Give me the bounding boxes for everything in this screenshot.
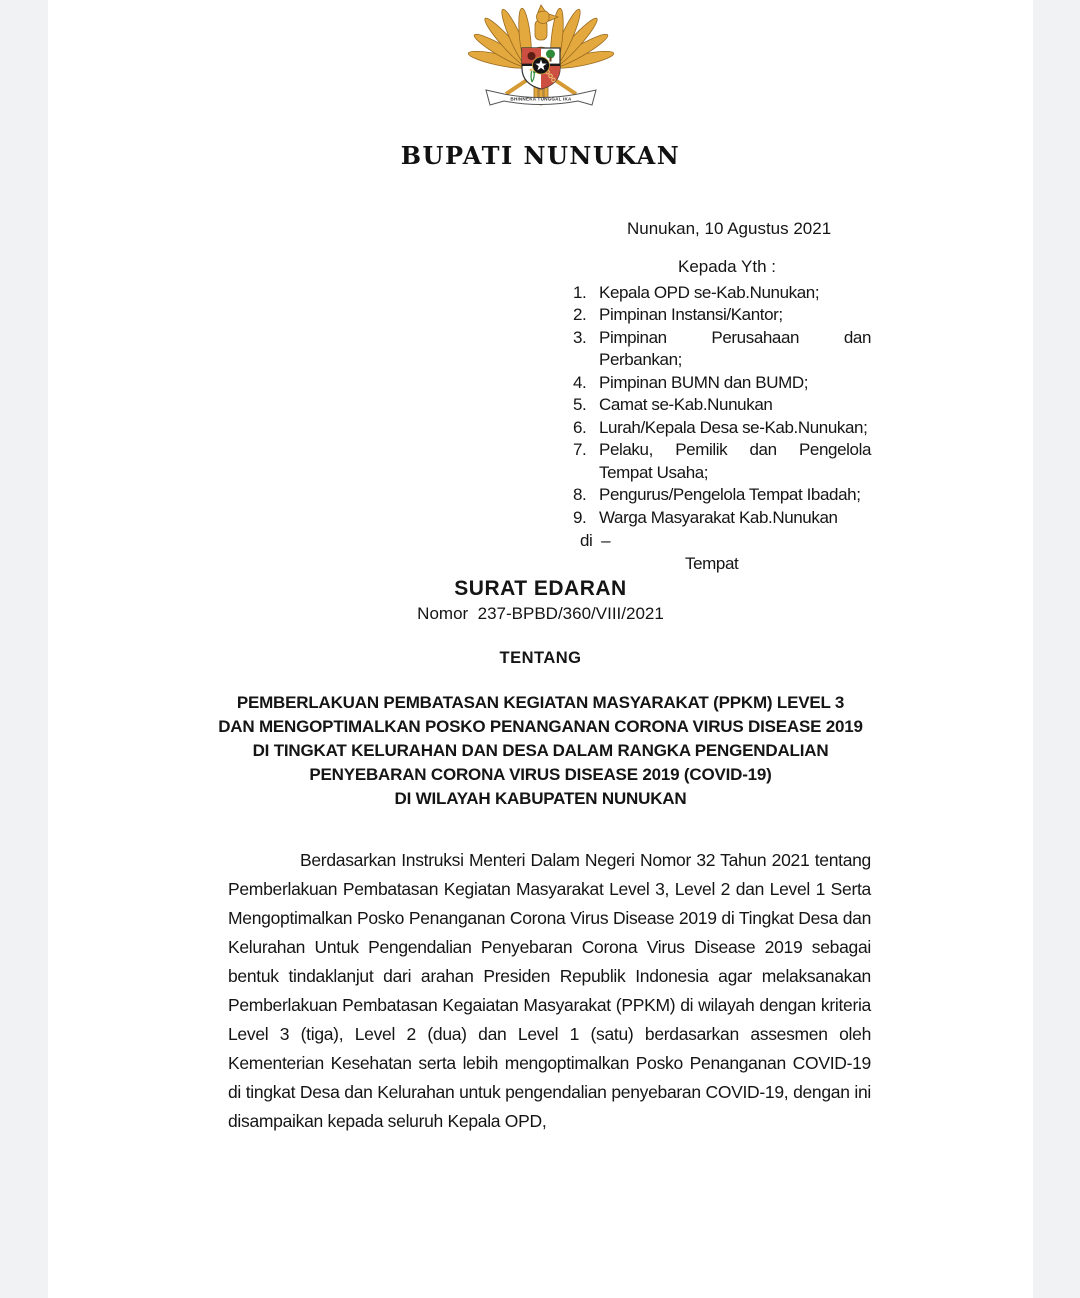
subject-line: PENYEBARAN CORONA VIRUS DISEASE 2019 (COVID-19) [309,765,772,784]
subject-line: PEMBERLAKUAN PEMBATASAN KEGIATAN MASYARAKAT (PPKM) LEVEL 3 [236,693,845,712]
recipient-item [573,484,871,507]
doc-number: Nomor 237-BPBD/360/VIII/2021 [417,604,664,623]
recipient-list [573,282,871,530]
recipient-item [573,439,871,484]
recipient-number: 2. [573,305,587,324]
place-line: Tempat [685,553,739,573]
recipient-text: Pelaku, Pemilik dan Pengelola Tempat Usaha; [599,440,871,482]
recipient-item [573,327,871,372]
recipient-text: Kepala OPD se-Kab.Nunukan; [599,282,820,302]
recipient-text: Pimpinan Instansi/Kantor; [599,305,783,324]
date-line: Nunukan, 10 Agustus 2021 [627,219,832,238]
recipient-number: 6. [573,417,587,437]
letterhead-title: BUPATI NUNUKAN [400,141,681,170]
recipient-number: 7. [573,440,587,459]
emblem-ribbon-text: BHINNEKA TUNGGAL IKA [509,96,572,102]
about-label: TENTANG [499,649,582,667]
recipient-text: Warga Masyarakat Kab.Nunukan [599,507,838,527]
recipient-item [573,417,871,440]
doc-type-heading: SURAT EDARAN [454,577,627,600]
recipient-number: 4. [573,372,587,392]
document-page [48,0,1033,1298]
recipient-text: Camat se-Kab.Nunukan [599,395,773,414]
body-paragraph: Berdasarkan Instruksi Menteri Dalam Negeri Nomor 32 Tahun 2021 tentang Pemberlakuan Pembatasan Kegiatan Masyarakat Level 3, Level 2 dan Level 1 Serta Mengoptimalkan Posko Penanganan Corona Virus Disease 2019 di Tingkat Desa dan Kelurahan Untuk Pengendalian Penyebaran Corona Virus Disease 2019 sebagai bentuk tindaklanjut dari arahan Presiden Republik Indonesia agar melaksanakan Pemberlakuan Pembatasan Kegaiatan Masyarakat (PPKM) di wilayah dengan kriteria Level 3 (tiga), Level 2 (dua) dan Level 1 (satu) berdasarkan assesmen oleh Kementerian Kesehatan serta lebih mengoptimalkan Posko Penanganan COVID-19 di tingkat Desa dan Kelurahan untuk pengendalian penyebaran COVID-19, dengan ini disampaikan kepada seluruh Kepala OPD, [228,850,871,1131]
garuda-pancasila-emblem [465,4,617,116]
recipient-text: Pimpinan BUMN dan BUMD; [599,372,809,392]
salutation: Kepada Yth : [678,257,776,276]
letterhead [48,4,1033,121]
recipient-number: 8. [573,485,587,504]
recipient-block [573,256,871,575]
recipient-text: Pengurus/Pengelola Tempat Ibadah; [599,485,861,504]
recipient-text: Pimpinan Perusahaan dan Perbankan; [599,327,871,369]
recipient-item [573,394,871,417]
recipient-number: 3. [573,327,587,347]
recipient-number: 5. [573,395,587,414]
recipient-item [573,282,871,305]
subject-block [48,691,1033,811]
di-line: di – [580,531,611,550]
recipient-number: 9. [573,507,587,527]
subject-line: DAN MENGOPTIMALKAN POSKO PENANGANAN CORONA VIRUS DISEASE 2019 [218,717,863,736]
recipient-text: Lurah/Kepala Desa se-Kab.Nunukan; [599,417,868,437]
recipient-item [573,304,871,327]
recipient-number: 1. [573,282,587,302]
recipient-item [573,372,871,395]
subject-line: DI TINGKAT KELURAHAN DAN DESA DALAM RANGKA PENGENDALIAN [252,741,829,760]
recipient-item [573,507,871,530]
subject-line: DI WILAYAH KABUPATEN NUNUKAN [394,789,687,808]
